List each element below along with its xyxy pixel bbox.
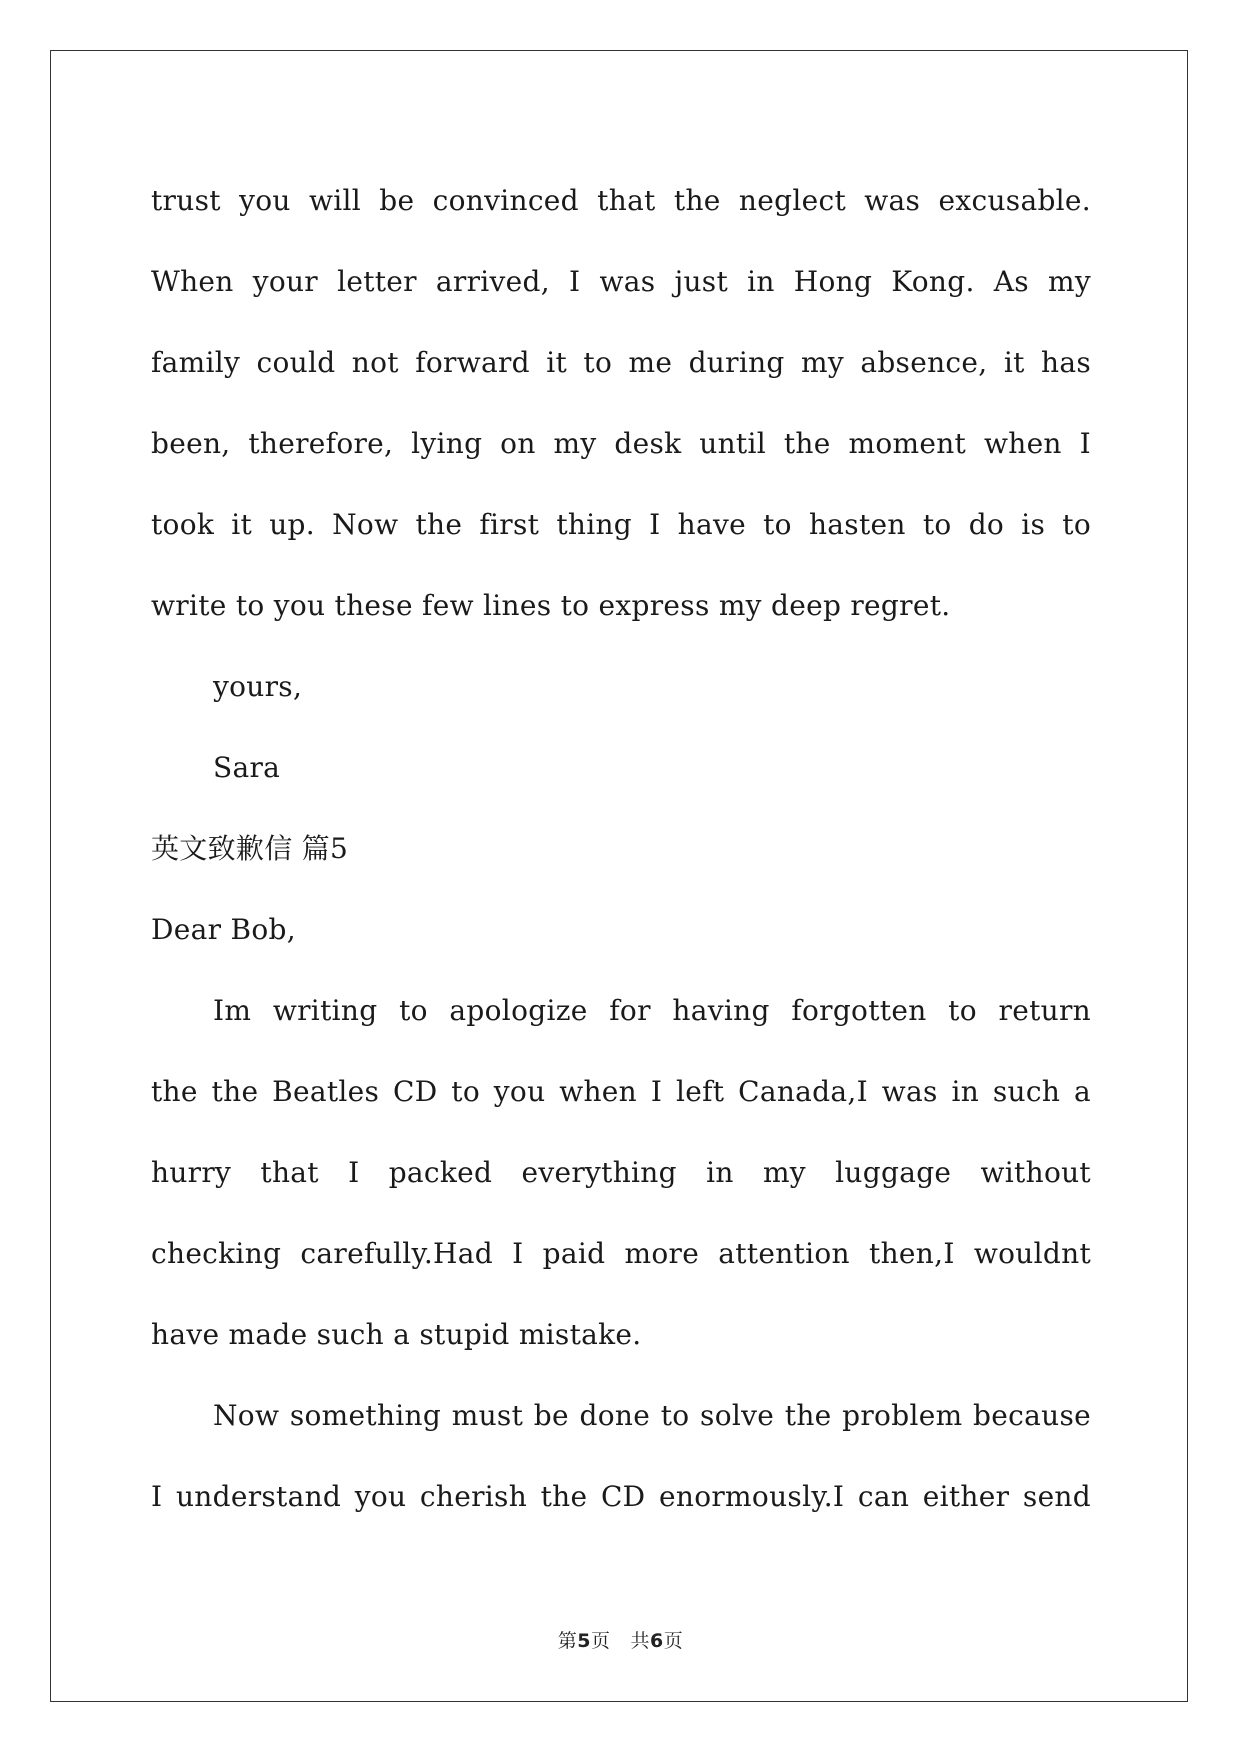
text-line: been, therefore, lying on my desk until the moment when I [151, 427, 1091, 460]
text-line: took it up. Now the first thing I have to hasten to do is to [151, 508, 1091, 541]
footer-page-number: 5 [577, 1630, 591, 1652]
closing-line: yours, [213, 670, 303, 703]
text-line: write to you these few lines to express my deep regret. [151, 589, 951, 622]
footer-total-suffix: 页 [663, 1630, 684, 1652]
text-line: trust you will be convinced that the neglect was excusable. [151, 184, 1091, 217]
text-line: have made such a stupid mistake. [151, 1318, 642, 1351]
text-line: I understand you cherish the CD enormously.I can either send [151, 1480, 1091, 1513]
text-line: family could not forward it to me during my absence, it has [151, 346, 1091, 379]
text-line: When your letter arrived, I was just in Hong Kong. As my [151, 265, 1091, 298]
text-line: checking carefully.Had I paid more attention then,I wouldnt [151, 1237, 1091, 1270]
footer-prefix: 第 [557, 1630, 578, 1652]
text-line: Now something must be done to solve the problem because [213, 1399, 1091, 1432]
text-line: hurry that I packed everything in my luggage without [151, 1156, 1091, 1189]
text-line: the the Beatles CD to you when I left Canada,I was in such a [151, 1075, 1091, 1108]
footer-total-pages: 6 [650, 1630, 664, 1652]
salutation-line: Dear Bob, [151, 913, 296, 946]
signature-line: Sara [213, 751, 281, 784]
footer-page-suffix: 页 [590, 1630, 611, 1652]
page-footer [0, 1626, 1241, 1653]
document-body [151, 160, 1091, 1537]
text-line: Im writing to apologize for having forgotten to return [213, 994, 1091, 1027]
footer-total-prefix: 共 [630, 1630, 651, 1652]
section-heading: 英文致歉信 篇5 [151, 832, 349, 865]
